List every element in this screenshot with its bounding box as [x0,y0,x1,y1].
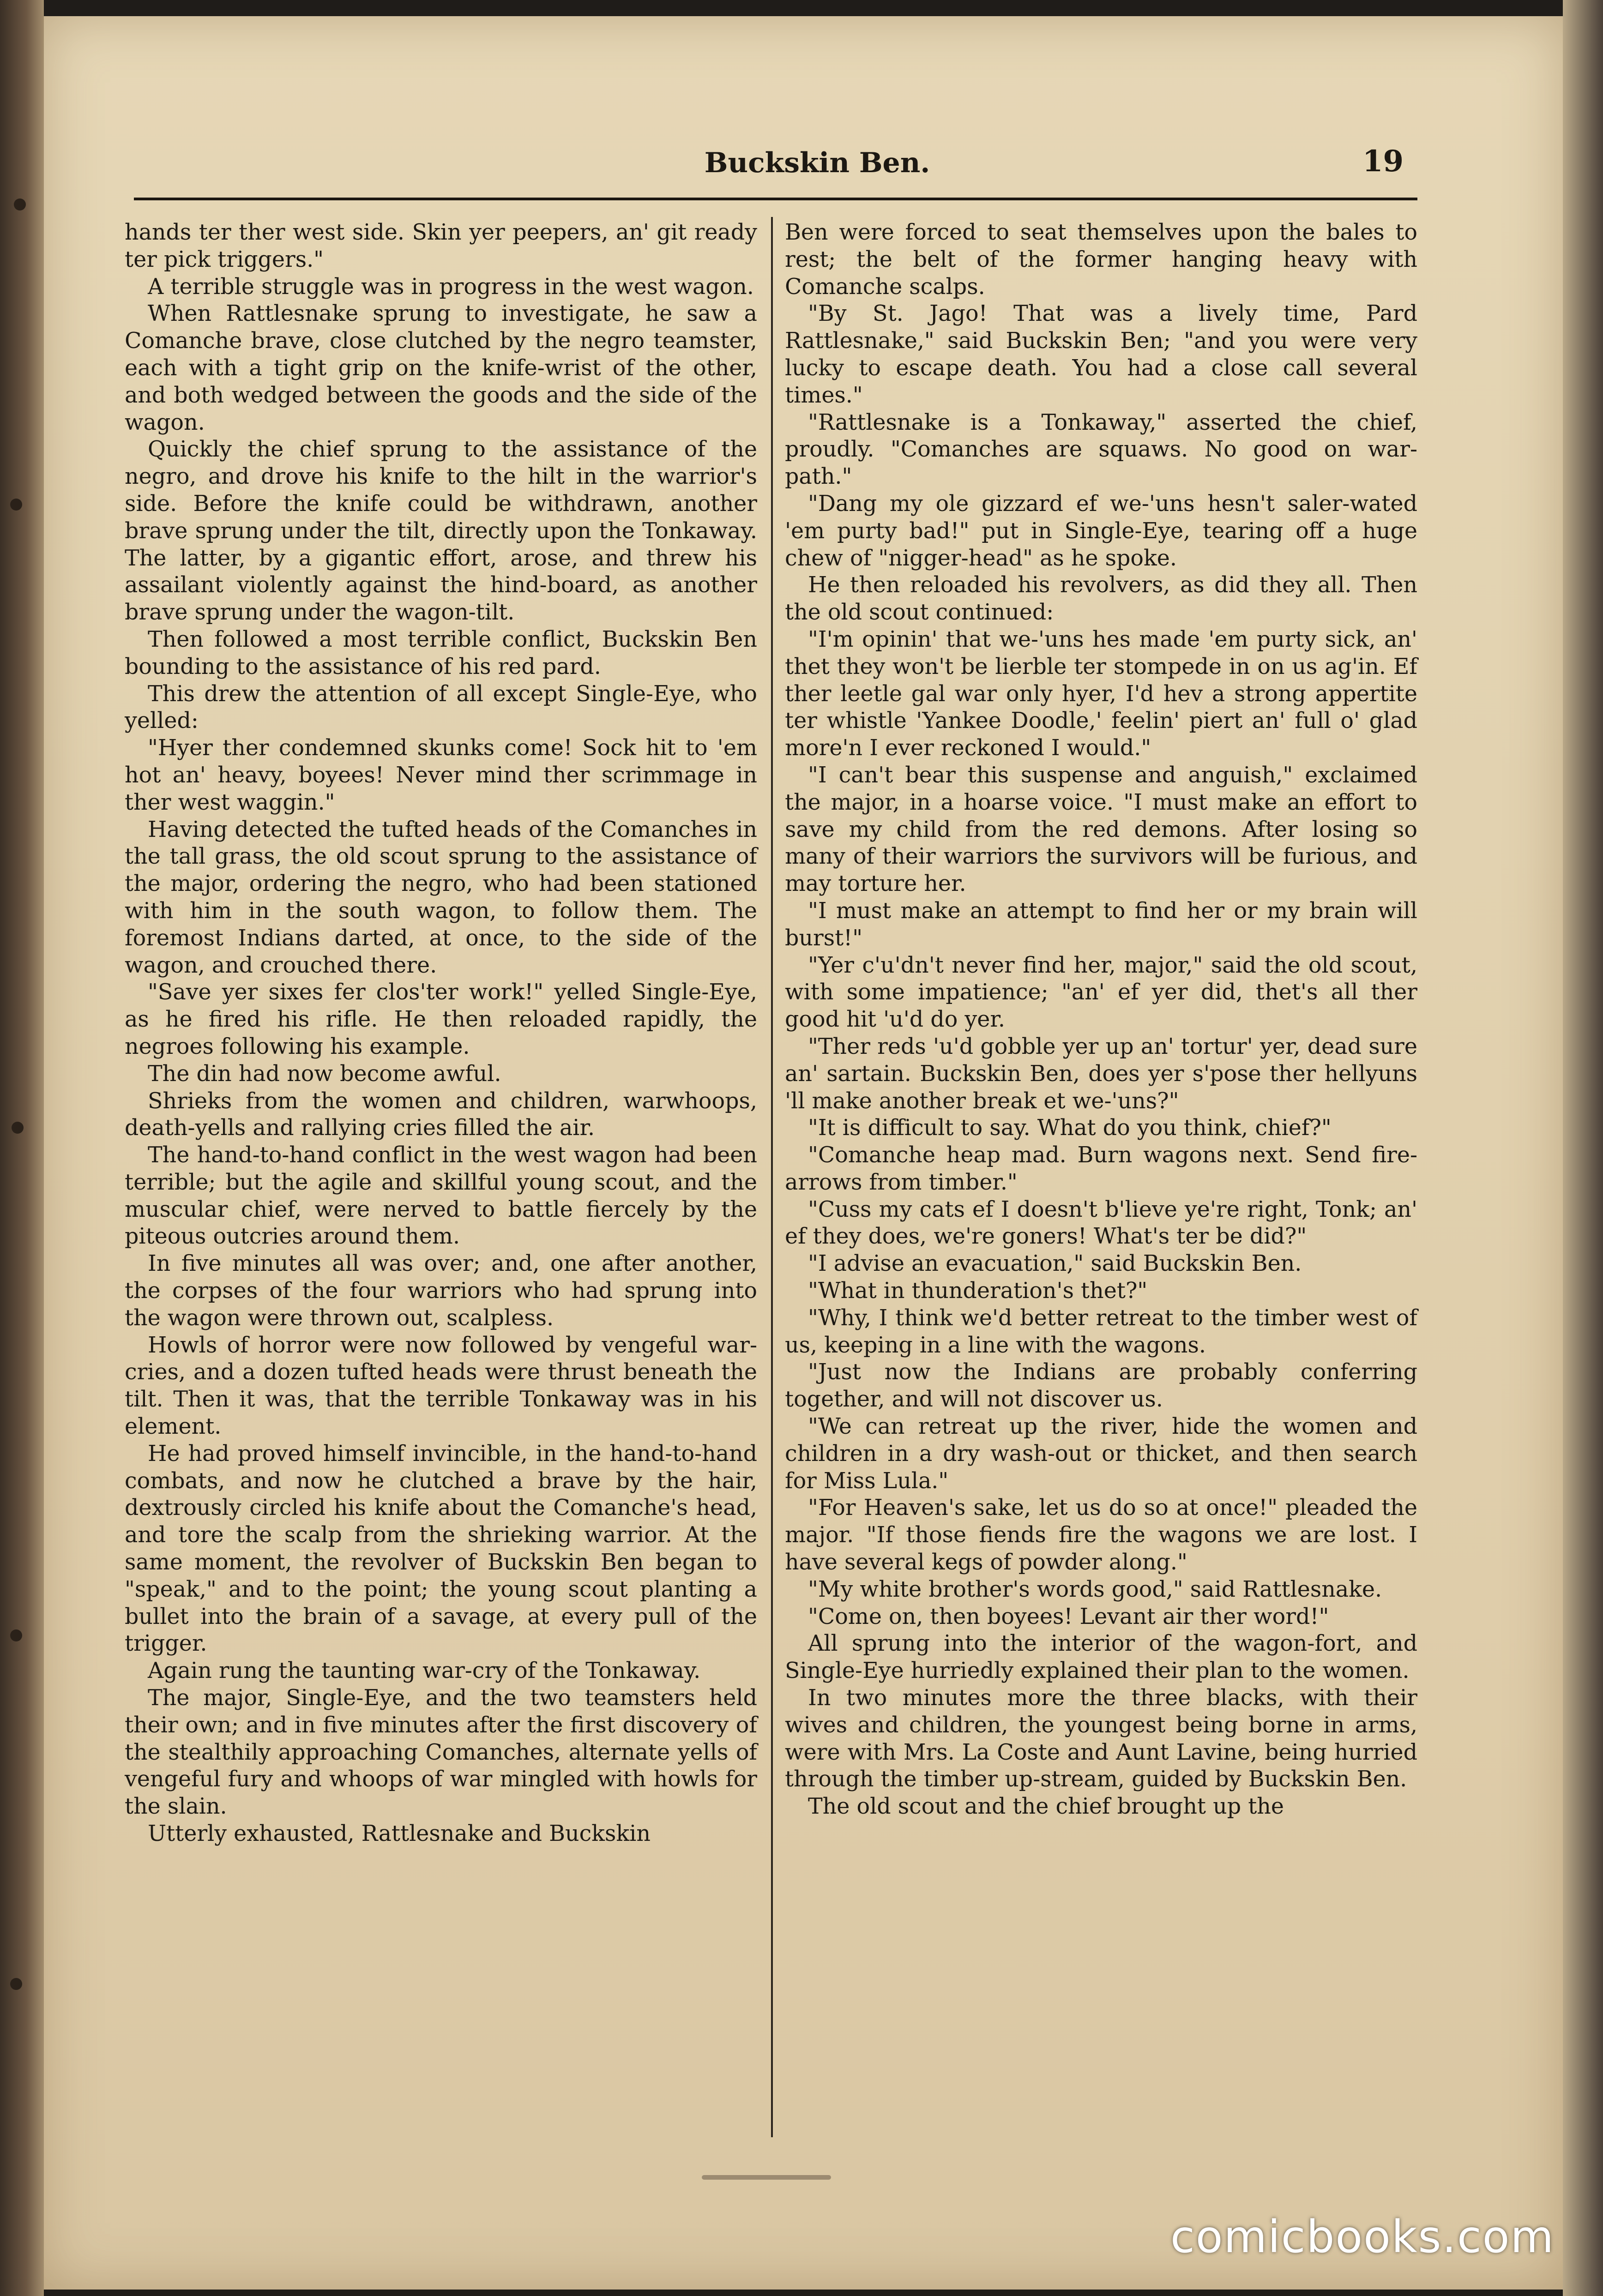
paragraph: He then reloaded his revolvers, as did they all. Then the old scout continued: [785,572,1417,625]
paragraph: The major, Single-Eye, and the two teamsters held their own; and in five minutes after the first discovery of the stealthily approaching Comanches, alternate yells of vengeful fury and whoops of war mingled with howls for the slain. [125,1685,757,1820]
paragraph: "I advise an evacuation," said Buckskin Ben. [808,1251,1302,1277]
binding-hole [10,1978,22,1990]
paragraph: The old scout and the chief brought up the [808,1794,1284,1820]
paragraph: This drew the attention of all except Single-Eye, who yelled: [125,681,757,734]
paragraph: In five minutes all was over; and, one after another, the corpses of the four warriors who had sprung into the wagon were thrown out, scalpless. [125,1251,757,1331]
paragraph: Again rung the taunting war-cry of the Tonkaway. [148,1658,701,1684]
paragraph: Howls of horror were now followed by vengeful war-cries, and a dozen tufted heads were thrust beneath the tilt. Then it was, that the terrible Tonkaway was in his element. [125,1332,757,1440]
paragraph: "It is difficult to say. What do you think, chief?" [808,1115,1332,1141]
paragraph: "Just now the Indians are probably conferring together, and will not discover us. [785,1359,1417,1412]
paragraph: "I must make an attempt to find her or my brain will burst!" [785,898,1417,951]
paragraph: He had proved himself invincible, in the hand-to-hand combats, and now he clutched a brave by the hair, dextrously circled his knife about the Comanche's head, and tore the scalp from the shrieking warrior. At the same moment, the revolver of Buckskin Ben began to "speak," and to the point; the young scout planting a bullet into the brain of a savage, at every pull of the trigger. [125,1441,757,1657]
paragraph: The din had now become awful. [148,1061,501,1087]
paragraph: Utterly exhausted, Rattlesnake and Buckskin [148,1821,651,1847]
paragraph: "Hyer ther condemned skunks come! Sock hit to 'em hot an' heavy, boyees! Never mind ther scrimmage in ther west waggin." [125,735,757,815]
paragraph: When Rattlesnake sprung to investigate, he saw a Comanche brave, close clutched by the negro teamster, each with a tight grip on the knife-wrist of the other, and both wedged between the goods and the side of the wagon. [125,301,757,435]
running-title: Buckskin Ben. [704,147,930,179]
paragraph: All sprung into the interior of the wagon-fort, and Single-Eye hurriedly explained their plan to the women. [785,1631,1417,1684]
paragraph: "What in thunderation's thet?" [808,1278,1148,1304]
watermark-text: comicbooks.com [1170,2211,1555,2263]
paragraph: "Cuss my cats ef I doesn't b'lieve ye're right, Tonk; an' ef they does, we're goners! What's ter be did?" [785,1196,1417,1250]
page-number: 19 [1362,144,1404,179]
binding-hole [12,1122,24,1134]
ink-smudge [702,2175,831,2180]
paragraph: "By St. Jago! That was a lively time, Pard Rattlesnake," said Buckskin Ben; "and you were very lucky to escape death. You had a close call several times." [785,301,1417,408]
page-header [134,134,1417,194]
column-divider [771,217,773,2137]
paragraph: Then followed a most terrible conflict, Buckskin Ben bounding to the assistance of his red pard. [125,626,757,679]
paragraph: Ben were forced to seat themselves upon the bales to rest; the belt of the former hanging heavy with Comanche scalps. [785,220,1417,300]
paragraph: "Dang my ole gizzard ef we-'uns hesn't saler-wated 'em purty bad!" put in Single-Eye, tearing off a huge chew of "nigger-head" as he spoke. [785,491,1417,571]
binding-hole [10,499,22,511]
page-binding-edge [0,0,44,2296]
right-column [785,219,1417,1821]
paragraph: "For Heaven's sake, let us do so at once!" pleaded the major. "If those fiends fire the wagons we are lost. I have several kegs of powder along." [785,1495,1417,1575]
page-outer-edge [1563,0,1603,2296]
paragraph: "I can't bear this suspense and anguish," exclaimed the major, in a hoarse voice. "I must make an effort to save my child from the red demons. After losing so many of their warriors the survivors will be furious, and may torture her. [785,762,1417,897]
paragraph: "Comanche heap mad. Burn wagons next. Send fire-arrows from timber." [785,1142,1417,1195]
paragraph: Shrieks from the women and children, warwhoops, death-yells and rallying cries filled the air. [125,1088,757,1141]
paragraph: In two minutes more the three blacks, with their wives and children, the youngest being borne in arms, were with Mrs. La Coste and Aunt Lavine, being hurried through the timber up-stream, guided by Buckskin Ben. [785,1685,1417,1792]
paragraph: "Ther reds 'u'd gobble yer up an' tortur' yer, dead sure an' sartain. Buckskin Ben, does yer s'pose ther hellyuns 'll make another break et we-'uns?" [785,1034,1417,1114]
paragraph: hands ter ther west side. Skin yer peepers, an' git ready ter pick triggers." [125,220,757,272]
left-column [125,219,757,1848]
paragraph: A terrible struggle was in progress in the west wagon. [148,274,754,300]
paragraph: "Come on, then boyees! Levant air ther word!" [808,1604,1329,1629]
paragraph: "My white brother's words good," said Rattlesnake. [808,1576,1382,1602]
paragraph: Quickly the chief sprung to the assistance of the negro, and drove his knife to the hilt in the warrior's side. Before the knife could be withdrawn, another brave sprung under the tilt, directly upon the Tonkaway. The latter, by a gigantic effort, arose, and threw his assailant violently against the hind-board, as another brave sprung under the wagon-tilt. [125,437,757,625]
paragraph: "Why, I think we'd better retreat to the timber west of us, keeping in a line with the wagons. [785,1305,1417,1358]
binding-hole [14,198,26,210]
paragraph: "We can retreat up the river, hide the women and children in a dry wash-out or thicket, and then search for Miss Lula." [785,1414,1417,1494]
paragraph: "Rattlesnake is a Tonkaway," asserted the chief, proudly. "Comanches are squaws. No good on war-path." [785,409,1417,490]
paragraph: "Save yer sixes fer clos'ter work!" yelled Single-Eye, as he fired his rifle. He then reloaded rapidly, the negroes following his example. [125,980,757,1059]
paragraph: "Yer c'u'dn't never find her, major," said the old scout, with some impatience; "an' ef yer did, thet's all ther good hit 'u'd do yer. [785,952,1417,1033]
header-rule [134,198,1417,200]
binding-hole [10,1629,22,1641]
paragraph: "I'm opinin' that we-'uns hes made 'em purty sick, an' thet they won't be lierble ter stompede in on us ag'in. Ef ther leetle gal war only hyer, I'd hev a strong appertite ter whistle 'Yankee Doodle,' feelin' piert an' full o' glad more'n I ever reckoned I would." [785,626,1417,761]
paragraph: Having detected the tufted heads of the Comanches in the tall grass, the old scout sprung to the assistance of the major, ordering the negro, who had been stationed with him in the south wagon, to follow them. The foremost Indians darted, at once, to the side of the wagon, and crouched there. [125,817,757,978]
paragraph: The hand-to-hand conflict in the west wagon had been terrible; but the agile and skillful young scout, and the muscular chief, were nerved to battle fiercely by the piteous outcries around them. [125,1142,757,1250]
